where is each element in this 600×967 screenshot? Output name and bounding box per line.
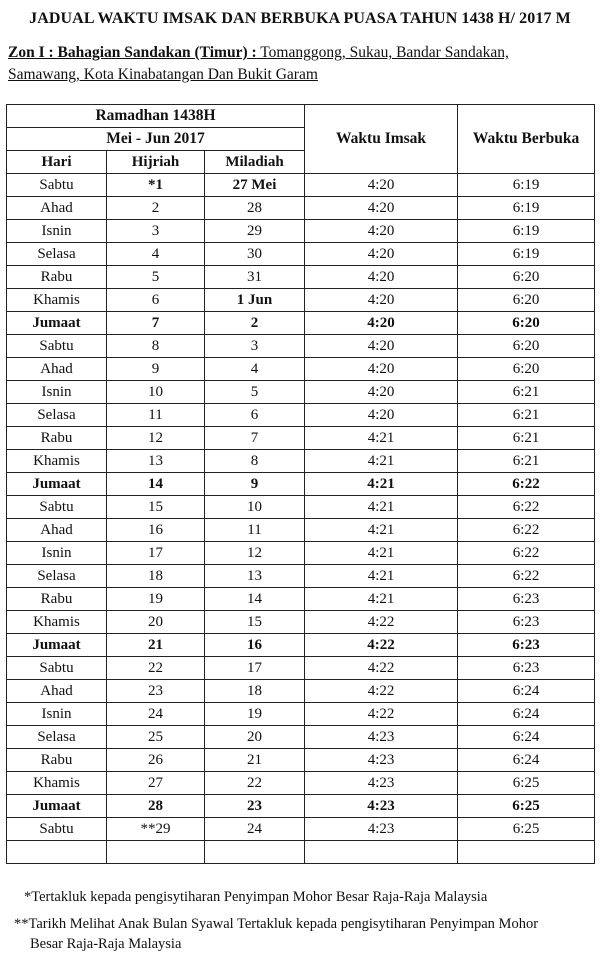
cell-day: Jumaat [7,795,107,818]
cell-berbuka: 6:20 [458,312,595,335]
header-month: Ramadhan 1438H [7,105,305,128]
header-imsak: Waktu Imsak [305,105,458,174]
cell-hijri: 8 [107,335,205,358]
cell-greg: 7 [205,427,305,450]
cell-day: Ahad [7,358,107,381]
zone-label: Zon I : Bahagian Sandakan (Timur) : [8,44,257,61]
cell-hijri: 14 [107,473,205,496]
cell-greg: 8 [205,450,305,473]
table-row [7,680,595,703]
cell-greg: 21 [205,749,305,772]
cell-imsak: 4:23 [305,795,458,818]
cell-imsak: 4:21 [305,473,458,496]
cell-day: Jumaat [7,634,107,657]
table-row [7,220,595,243]
cell-imsak: 4:23 [305,772,458,795]
cell-greg: 12 [205,542,305,565]
cell-berbuka: 6:22 [458,496,595,519]
cell-day: Sabtu [7,496,107,519]
cell-day: Isnin [7,703,107,726]
cell-imsak: 4:22 [305,703,458,726]
table-row [7,496,595,519]
cell-day: Ahad [7,519,107,542]
cell-day: Khamis [7,450,107,473]
cell-hijri: 13 [107,450,205,473]
table-row [7,358,595,381]
cell-day: Rabu [7,266,107,289]
cell-imsak: 4:23 [305,726,458,749]
cell-berbuka: 6:20 [458,335,595,358]
cell-imsak: 4:20 [305,404,458,427]
cell-imsak: 4:22 [305,611,458,634]
table-row [7,611,595,634]
cell-imsak: 4:23 [305,818,458,841]
cell-day: Selasa [7,565,107,588]
cell-imsak: 4:20 [305,220,458,243]
cell-hijri: 16 [107,519,205,542]
cell-greg: 22 [205,772,305,795]
footnote-2-line-2: Besar Raja-Raja Malaysia [30,936,182,952]
cell-day: Sabtu [7,335,107,358]
cell-hijri: 19 [107,588,205,611]
footnote-2-line-1: **Tarikh Melihat Anak Bulan Syawal Tertakluk kepada pengisytiharan Penyimpan Mohor [14,916,539,932]
cell-berbuka: 6:23 [458,634,595,657]
cell-greg: 3 [205,335,305,358]
cell-greg: 11 [205,519,305,542]
cell-greg: 29 [205,220,305,243]
cell-greg: 31 [205,266,305,289]
cell-berbuka: 6:25 [458,795,595,818]
cell-hijri: 9 [107,358,205,381]
cell-imsak: 4:21 [305,450,458,473]
cell-day: Khamis [7,611,107,634]
header-berbuka: Waktu Berbuka [458,105,595,174]
cell-imsak: 4:22 [305,657,458,680]
table-row [7,818,595,841]
empty-cell [305,841,458,864]
cell-hijri: *1 [107,174,205,197]
table-row [7,197,595,220]
cell-hijri: 20 [107,611,205,634]
table-row [7,634,595,657]
cell-imsak: 4:22 [305,680,458,703]
cell-berbuka: 6:21 [458,450,595,473]
zone-line-2 [8,64,593,86]
cell-day: Sabtu [7,818,107,841]
header-day: Hari [7,151,107,174]
empty-cell [205,841,305,864]
cell-greg: 1 Jun [205,289,305,312]
zone-description [8,42,593,86]
cell-imsak: 4:20 [305,358,458,381]
cell-hijri: 23 [107,680,205,703]
cell-imsak: 4:20 [305,312,458,335]
cell-berbuka: 6:22 [458,519,595,542]
cell-greg: 24 [205,818,305,841]
table-row [7,473,595,496]
cell-imsak: 4:20 [305,289,458,312]
cell-imsak: 4:21 [305,565,458,588]
cell-berbuka: 6:24 [458,726,595,749]
table-row [7,266,595,289]
cell-day: Khamis [7,772,107,795]
cell-greg: 4 [205,358,305,381]
cell-hijri: 4 [107,243,205,266]
table-row [7,703,595,726]
empty-cell [458,841,595,864]
cell-greg: 30 [205,243,305,266]
table-row [7,335,595,358]
table-row [7,289,595,312]
cell-greg: 9 [205,473,305,496]
cell-greg: 15 [205,611,305,634]
cell-greg: 23 [205,795,305,818]
empty-cell [7,841,107,864]
table-row [7,427,595,450]
cell-berbuka: 6:24 [458,703,595,726]
cell-hijri: 17 [107,542,205,565]
cell-day: Rabu [7,749,107,772]
cell-greg: 27 Mei [205,174,305,197]
footnote-2 [14,914,594,954]
cell-imsak: 4:20 [305,381,458,404]
cell-hijri: 3 [107,220,205,243]
cell-hijri: 18 [107,565,205,588]
cell-greg: 28 [205,197,305,220]
cell-berbuka: 6:19 [458,243,595,266]
table-row [7,450,595,473]
cell-day: Jumaat [7,312,107,335]
cell-berbuka: 6:19 [458,197,595,220]
cell-hijri: 22 [107,657,205,680]
empty-cell [107,841,205,864]
cell-hijri: 24 [107,703,205,726]
cell-hijri: 27 [107,772,205,795]
table-row [7,542,595,565]
footnote-1: *Tertakluk kepada pengisytiharan Penyimpan Mohor Besar Raja-Raja Malaysia [24,889,488,905]
cell-berbuka: 6:22 [458,565,595,588]
page-title: JADUAL WAKTU IMSAK DAN BERBUKA PUASA TAHUN 1438 H/ 2017 M [29,10,571,27]
cell-day: Isnin [7,381,107,404]
cell-greg: 16 [205,634,305,657]
cell-day: Selasa [7,726,107,749]
cell-hijri: 26 [107,749,205,772]
cell-greg: 5 [205,381,305,404]
cell-hijri: 6 [107,289,205,312]
cell-berbuka: 6:21 [458,404,595,427]
header-greg: Miladiah [205,151,305,174]
cell-hijri: 12 [107,427,205,450]
cell-greg: 18 [205,680,305,703]
cell-berbuka: 6:21 [458,381,595,404]
cell-hijri: 7 [107,312,205,335]
table-row [7,726,595,749]
cell-day: Ahad [7,680,107,703]
cell-berbuka: 6:20 [458,266,595,289]
cell-hijri: 15 [107,496,205,519]
cell-imsak: 4:22 [305,634,458,657]
cell-hijri: 25 [107,726,205,749]
table-row [7,312,595,335]
cell-berbuka: 6:20 [458,358,595,381]
cell-berbuka: 6:23 [458,588,595,611]
cell-imsak: 4:21 [305,519,458,542]
cell-berbuka: 6:24 [458,680,595,703]
cell-greg: 17 [205,657,305,680]
cell-hijri: 28 [107,795,205,818]
cell-greg: 10 [205,496,305,519]
schedule-table [6,104,595,864]
table-row [7,795,595,818]
cell-berbuka: 6:25 [458,772,595,795]
cell-day: Isnin [7,220,107,243]
header-hijri: Hijriah [107,151,205,174]
cell-berbuka: 6:19 [458,174,595,197]
table-row [7,381,595,404]
header-gregorian-span: Mei - Jun 2017 [7,128,305,151]
cell-day: Khamis [7,289,107,312]
cell-imsak: 4:21 [305,427,458,450]
cell-imsak: 4:20 [305,266,458,289]
cell-greg: 6 [205,404,305,427]
table-row [7,404,595,427]
cell-day: Selasa [7,243,107,266]
cell-imsak: 4:20 [305,243,458,266]
cell-greg: 20 [205,726,305,749]
cell-imsak: 4:20 [305,174,458,197]
cell-day: Sabtu [7,657,107,680]
table-row [7,519,595,542]
cell-berbuka: 6:21 [458,427,595,450]
table-row [7,588,595,611]
cell-hijri: **29 [107,818,205,841]
cell-berbuka: 6:24 [458,749,595,772]
cell-hijri: 5 [107,266,205,289]
cell-day: Sabtu [7,174,107,197]
footnotes [14,887,594,954]
cell-day: Rabu [7,588,107,611]
table-row [7,565,595,588]
table-row [7,772,595,795]
cell-imsak: 4:23 [305,749,458,772]
zone-areas-2: Samawang, Kota Kinabatangan Dan Bukit Garam [8,66,318,83]
cell-day: Rabu [7,427,107,450]
cell-berbuka: 6:19 [458,220,595,243]
cell-hijri: 10 [107,381,205,404]
cell-imsak: 4:21 [305,588,458,611]
cell-hijri: 21 [107,634,205,657]
cell-berbuka: 6:23 [458,611,595,634]
cell-day: Ahad [7,197,107,220]
table-row [7,174,595,197]
empty-row [7,841,595,864]
table-row [7,243,595,266]
cell-greg: 2 [205,312,305,335]
cell-imsak: 4:20 [305,335,458,358]
table-row [7,657,595,680]
cell-greg: 14 [205,588,305,611]
cell-berbuka: 6:22 [458,473,595,496]
zone-line-1 [8,42,593,64]
cell-berbuka: 6:23 [458,657,595,680]
cell-imsak: 4:21 [305,496,458,519]
cell-imsak: 4:21 [305,542,458,565]
cell-greg: 13 [205,565,305,588]
cell-greg: 19 [205,703,305,726]
cell-day: Isnin [7,542,107,565]
cell-berbuka: 6:22 [458,542,595,565]
cell-berbuka: 6:20 [458,289,595,312]
cell-imsak: 4:20 [305,197,458,220]
cell-berbuka: 6:25 [458,818,595,841]
cell-hijri: 2 [107,197,205,220]
cell-hijri: 11 [107,404,205,427]
cell-day: Jumaat [7,473,107,496]
zone-areas-1: Tomanggong, Sukau, Bandar Sandakan, [256,44,509,61]
table-row [7,749,595,772]
cell-day: Selasa [7,404,107,427]
